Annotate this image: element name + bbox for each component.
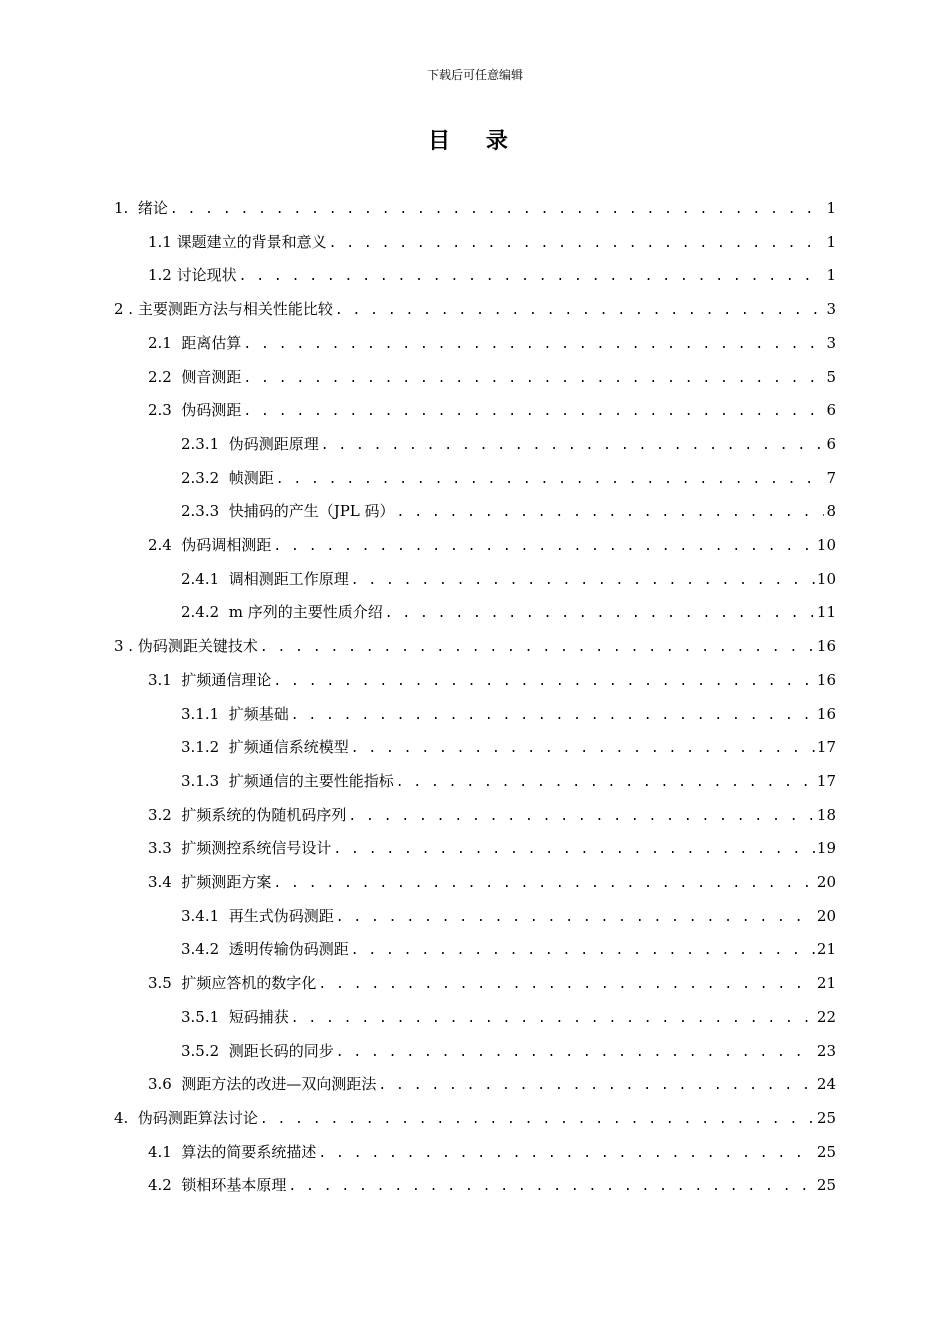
toc-entry-label: 2.4 伪码调相测距 [148, 536, 272, 554]
toc-leader-dots [276, 468, 824, 492]
toc-entry-label: 3.3 扩频测控系统信号设计 [148, 839, 332, 858]
toc-entry-label: 2.2 侧音测距 [148, 367, 242, 386]
toc-entry[interactable] [181, 937, 836, 961]
toc-leader-dots [396, 771, 815, 795]
toc-page-number: 20 [816, 906, 836, 925]
toc-page-number: 16 [816, 637, 836, 656]
toc-page-number: 17 [816, 771, 836, 790]
toc-page-number: 1 [826, 232, 836, 251]
toc-entry[interactable] [181, 499, 836, 523]
header-note: 下载后可任意编辑 [426, 68, 523, 82]
toc-entry-label: 3.1 扩频通信理论 [148, 670, 272, 689]
toc-entry[interactable] [148, 365, 836, 389]
toc-entry[interactable] [114, 634, 836, 658]
toc-entry[interactable] [181, 466, 836, 490]
toc-entry[interactable] [114, 196, 836, 220]
toc-entry-label: 3.4.2 透明传输伪码测距 [181, 940, 349, 959]
toc-leader-dots [318, 973, 815, 997]
toc-entry[interactable] [148, 803, 836, 827]
toc-entry-label: 3.2 扩频系统的伪随机码序列 [148, 805, 347, 824]
toc-page-number: 22 [816, 1007, 836, 1026]
toc-entry-label: 1. 绪论 [114, 199, 168, 217]
toc-page-number: 19 [816, 839, 836, 858]
toc-entry-label: 1.1 课题建立的背景和意义 [148, 232, 327, 251]
toc-page-number: 10 [816, 569, 836, 588]
toc-entry[interactable] [148, 331, 836, 355]
toc-page-number: 23 [816, 1041, 836, 1060]
toc-leader-dots [273, 670, 815, 694]
toc-entry[interactable] [181, 1039, 836, 1063]
toc-leader-dots [260, 1108, 815, 1132]
toc-entry[interactable] [114, 1106, 836, 1130]
toc-entry-label: 3.5 扩频应答机的数字化 [148, 974, 317, 993]
toc-leader-dots [318, 1142, 815, 1166]
toc-entry[interactable] [114, 297, 836, 321]
toc-leader-dots [243, 400, 824, 424]
toc-entry-label: 2.3 伪码测距 [148, 401, 242, 420]
toc-page-number: 1 [826, 266, 836, 285]
toc-leader-dots [333, 838, 815, 862]
toc-entry-label: 4.1 算法的简要系统描述 [148, 1142, 317, 1161]
toc-entry-label: 4.2 锁相环基本原理 [148, 1176, 287, 1195]
toc-entry[interactable] [181, 904, 836, 928]
toc-entry-label: 2.3.2 帧测距 [181, 468, 274, 487]
toc-page-number: 3 [826, 300, 836, 319]
toc-leader-dots [243, 333, 824, 357]
toc-leader-dots [397, 501, 824, 525]
toc-page-number: 10 [816, 536, 836, 554]
toc-leader-dots [273, 872, 815, 896]
toc-page-number: 5 [826, 367, 836, 386]
toc-entry-label: 3.5.1 短码捕获 [181, 1007, 289, 1026]
toc-entry[interactable] [148, 870, 836, 894]
toc-entry-label: 2.3.1 伪码测距原理 [181, 434, 319, 453]
toc-entry[interactable] [148, 1173, 836, 1197]
toc-leader-dots [321, 434, 824, 458]
toc-page-number: 11 [816, 603, 836, 622]
toc-leader-dots [291, 704, 815, 728]
toc-leader-dots [351, 939, 815, 963]
toc-leader-dots [243, 367, 824, 391]
toc-page-number: 21 [816, 940, 836, 959]
toc-entry[interactable] [181, 702, 836, 726]
toc-entry[interactable] [148, 1140, 836, 1164]
toc-entry[interactable] [181, 1005, 836, 1029]
toc-leader-dots [291, 1007, 815, 1031]
toc-page-number: 6 [826, 401, 836, 420]
toc-entry-label: 2.4.1 调相测距工作原理 [181, 569, 349, 588]
toc-page-number: 17 [816, 738, 836, 757]
toc-leader-dots [329, 232, 824, 256]
toc-entry[interactable] [148, 533, 836, 557]
toc-entry[interactable] [181, 432, 836, 456]
toc-leader-dots [239, 265, 824, 289]
toc-page-number: 24 [816, 1075, 836, 1094]
toc-entry[interactable] [148, 971, 836, 995]
toc-page-number: 25 [816, 1142, 836, 1161]
toc-leader-dots [351, 569, 815, 593]
toc-leader-dots [336, 906, 815, 930]
toc-entry-label: 3 . 伪码测距关键技术 [114, 637, 258, 656]
toc-entry-label: 3.1.2 扩频通信系统模型 [181, 738, 349, 757]
toc-leader-dots [385, 602, 815, 626]
toc-page-number: 16 [816, 704, 836, 723]
toc-entry-label: 3.4.1 再生式伪码测距 [181, 906, 334, 925]
toc-entry[interactable] [148, 398, 836, 422]
toc-entry-label: 3.4 扩频测距方案 [148, 873, 272, 891]
toc-page-number: 6 [826, 434, 836, 453]
toc-entry[interactable] [181, 735, 836, 759]
toc-entry[interactable] [148, 836, 836, 860]
toc-entry[interactable] [181, 769, 836, 793]
toc-entry-label: 2 . 主要测距方法与相关性能比较 [114, 300, 333, 319]
page-title: 目 录 [428, 129, 522, 154]
toc-page-number: 1 [826, 199, 836, 217]
toc-entry[interactable] [148, 263, 836, 287]
toc-entry[interactable] [148, 1072, 836, 1096]
toc-entry-label: 2.3.3 快捕码的产生（JPL 码） [181, 502, 395, 521]
toc-leader-dots [260, 636, 815, 660]
toc-entry[interactable] [181, 600, 836, 624]
toc-page-number: 25 [816, 1108, 836, 1127]
toc-page-number: 7 [826, 468, 836, 487]
toc-leader-dots [378, 1074, 815, 1098]
toc-entry-label: 3.1.3 扩频通信的主要性能指标 [181, 771, 394, 790]
toc-entry-label: 3.6 测距方法的改进—双向测距法 [148, 1075, 377, 1094]
toc-entry-label: 4. 伪码测距算法讨论 [114, 1108, 258, 1127]
toc-leader-dots [351, 737, 815, 761]
toc-leader-dots [336, 1041, 815, 1065]
toc-leader-dots [288, 1175, 815, 1199]
toc-entry-label: 2.4.2 m 序列的主要性质介绍 [181, 603, 383, 622]
toc-page-number: 20 [816, 873, 836, 891]
toc-entry-label: 3.5.2 测距长码的同步 [181, 1041, 334, 1060]
toc-leader-dots [273, 535, 815, 559]
toc-page-number: 21 [816, 974, 836, 993]
toc-page-number: 25 [816, 1176, 836, 1195]
toc-leader-dots [335, 299, 824, 323]
toc-page-number: 16 [816, 670, 836, 689]
toc-leader-dots [170, 198, 824, 222]
toc-entry[interactable] [181, 567, 836, 591]
toc-page-number: 3 [826, 333, 836, 352]
toc-page-number: 18 [816, 805, 836, 824]
toc-entry[interactable] [148, 668, 836, 692]
toc-entry-label: 2.1 距离估算 [148, 333, 242, 352]
toc-entry-label: 1.2 讨论现状 [148, 266, 237, 285]
toc-page-number: 8 [826, 502, 836, 521]
toc-entry[interactable] [148, 230, 836, 254]
toc-entry-label: 3.1.1 扩频基础 [181, 704, 289, 723]
toc-leader-dots [348, 805, 815, 829]
